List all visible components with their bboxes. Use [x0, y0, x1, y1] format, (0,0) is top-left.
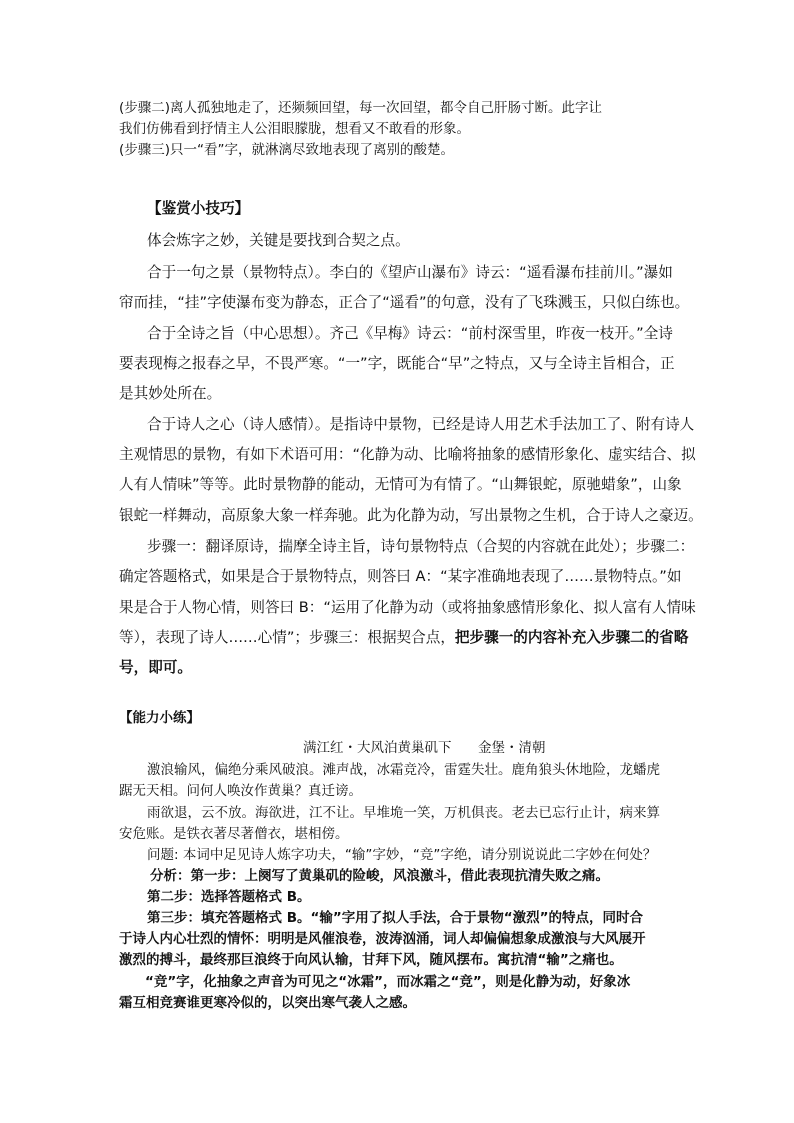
- tips-p2-line1: 合于全诗之旨（中心思想）。齐己《早梅》诗云：“前村深雪里，昨夜一枝开。”全诗: [147, 325, 673, 342]
- analysis-step1: 分析：第一步：上阕写了黄巢矶的险峻，风浪激斗，借此表现抗清失败之痛。: [150, 868, 609, 884]
- tips-p2-line3: 是其妙处所在。: [119, 385, 222, 402]
- tips-p4-line4-plain: 等），表现了诗人……心情”；步骤三：根据契合点，: [119, 629, 455, 646]
- analysis-step3-line2: 于诗人内心壮烈的情怀：明明是风催浪卷，波涛汹涌，词人却偏偏想象成激浪与大风展开: [119, 931, 646, 947]
- poem-author: 金堡・清朝: [478, 740, 546, 756]
- poem-line4: 安危账。是铁衣著尽著僧衣，堪相傍。: [119, 826, 349, 842]
- analysis-step3-line1: 第三步：填充答题格式 B。“输”字用了拟人手法，合于景物“激烈”的特点，同时合: [147, 910, 643, 926]
- poem-line1: 激浪输风，偏绝分乘风破浪。滩声战，冰霜竞冷，雷霆失壮。鹿角狼头休地险，龙蟠虎: [147, 762, 660, 778]
- practice-heading: 【能力小练】: [119, 710, 200, 726]
- analysis-step3-line3: 激烈的搏斗，最终那巨浪终于向风认输，甘拜下风，随风摆布。寓抗清“输”之痛也。: [119, 952, 623, 968]
- tips-p3-line2: 主观情思的景物，有如下术语可用：“化静为动、比喻将抽象的感情形象化、虚实结合、拟: [119, 446, 696, 463]
- tips-p4-line4-bold: 把步骤一的内容补充入步骤二的省略: [454, 629, 689, 646]
- analysis-step4-line2: 霜互相竞赛谁更寒冷似的，以突出寒气袭人之感。: [119, 995, 416, 1011]
- tips-p3-line1: 合于诗人之心（诗人感情）。是指诗中景物，已经是诗人用艺术手法加工了、附有诗人: [147, 416, 695, 433]
- tips-p4-line2: 确定答题格式，如果是合于景物特点，则答曰 A：“某字准确地表现了……景物特点。”如: [119, 568, 682, 585]
- tips-p1-line2: 帘而挂，“挂”字使瀑布变为静态，正合了“遥看”的句意，没有了飞珠溅玉，只似白练也。: [119, 294, 690, 311]
- tips-p2-line2: 要表现梅之报春之早，不畏严寒。“一”字，既能合“早”之特点，又与全诗主旨相合，正: [119, 355, 675, 372]
- tips-p3-line4: 银蛇一样舞动，高原象大象一样奔驰。此为化静为动，写出景物之生机，合于诗人之豪迈。: [119, 507, 703, 524]
- tips-intro: 体会炼字之妙，关键是要找到合契之点。: [147, 232, 410, 249]
- tips-p3-line3: 人有人情味”等等。此时景物静的能动，无情可为有情了。“山舞银蛇，原驰蜡象”，山象: [119, 476, 682, 493]
- poem-title: 满江红・大风泊黄巢矶下: [303, 740, 452, 756]
- poem-line2: 踞无天相。问何人唤汝作黄巢？真迁谤。: [119, 783, 362, 799]
- step2-line2: 我们仿佛看到抒情主人公泪眼朦胧，想看又不敢看的形象。: [119, 121, 470, 137]
- step3-line: (步骤三)只一“看”字，就淋漓尽致地表现了离别的酸楚。: [119, 142, 455, 158]
- poem-line3: 雨欲退，云不放。海欲进，江不让。早堆垝一笑，万机俱丧。老去已忘行止计，病来算: [147, 805, 660, 821]
- analysis-step4-line1: “竞”字，化抽象之声音为可见之“冰霜”，而冰霜之“竞”，则是化静为动，好象冰: [145, 974, 631, 990]
- step2-line1: (步骤二)离人孤独地走了，还频频回望，每一次回望，都令自己肝肠寸断。此字让: [119, 100, 603, 116]
- tips-p4-line3: 果是合于人物心情，则答曰 B：“运用了化静为动（或将抽象感情形象化、拟人富有人情味: [119, 599, 696, 616]
- tips-p4-line4: [119, 627, 688, 649]
- tips-heading: 【鉴赏小技巧】: [147, 200, 250, 217]
- question: 问题: 本词中足见诗人炼字功夫，“输”字妙，“竞”字绝，请分别说说此二字妙在何处？: [147, 847, 657, 863]
- tips-p4-line1: 步骤一：翻译原诗，揣摩全诗主旨，诗句景物特点（合契的内容就在此处）；步骤二：: [147, 538, 695, 555]
- tips-p4-line5: 号，即可。: [119, 659, 192, 676]
- tips-p1-line1: 合于一句之景（景物特点）。李白的《望庐山瀑布》诗云：“遥看瀑布挂前川。”瀑如: [147, 264, 673, 281]
- analysis-step2: 第二步：选择答题格式 B。: [147, 889, 311, 905]
